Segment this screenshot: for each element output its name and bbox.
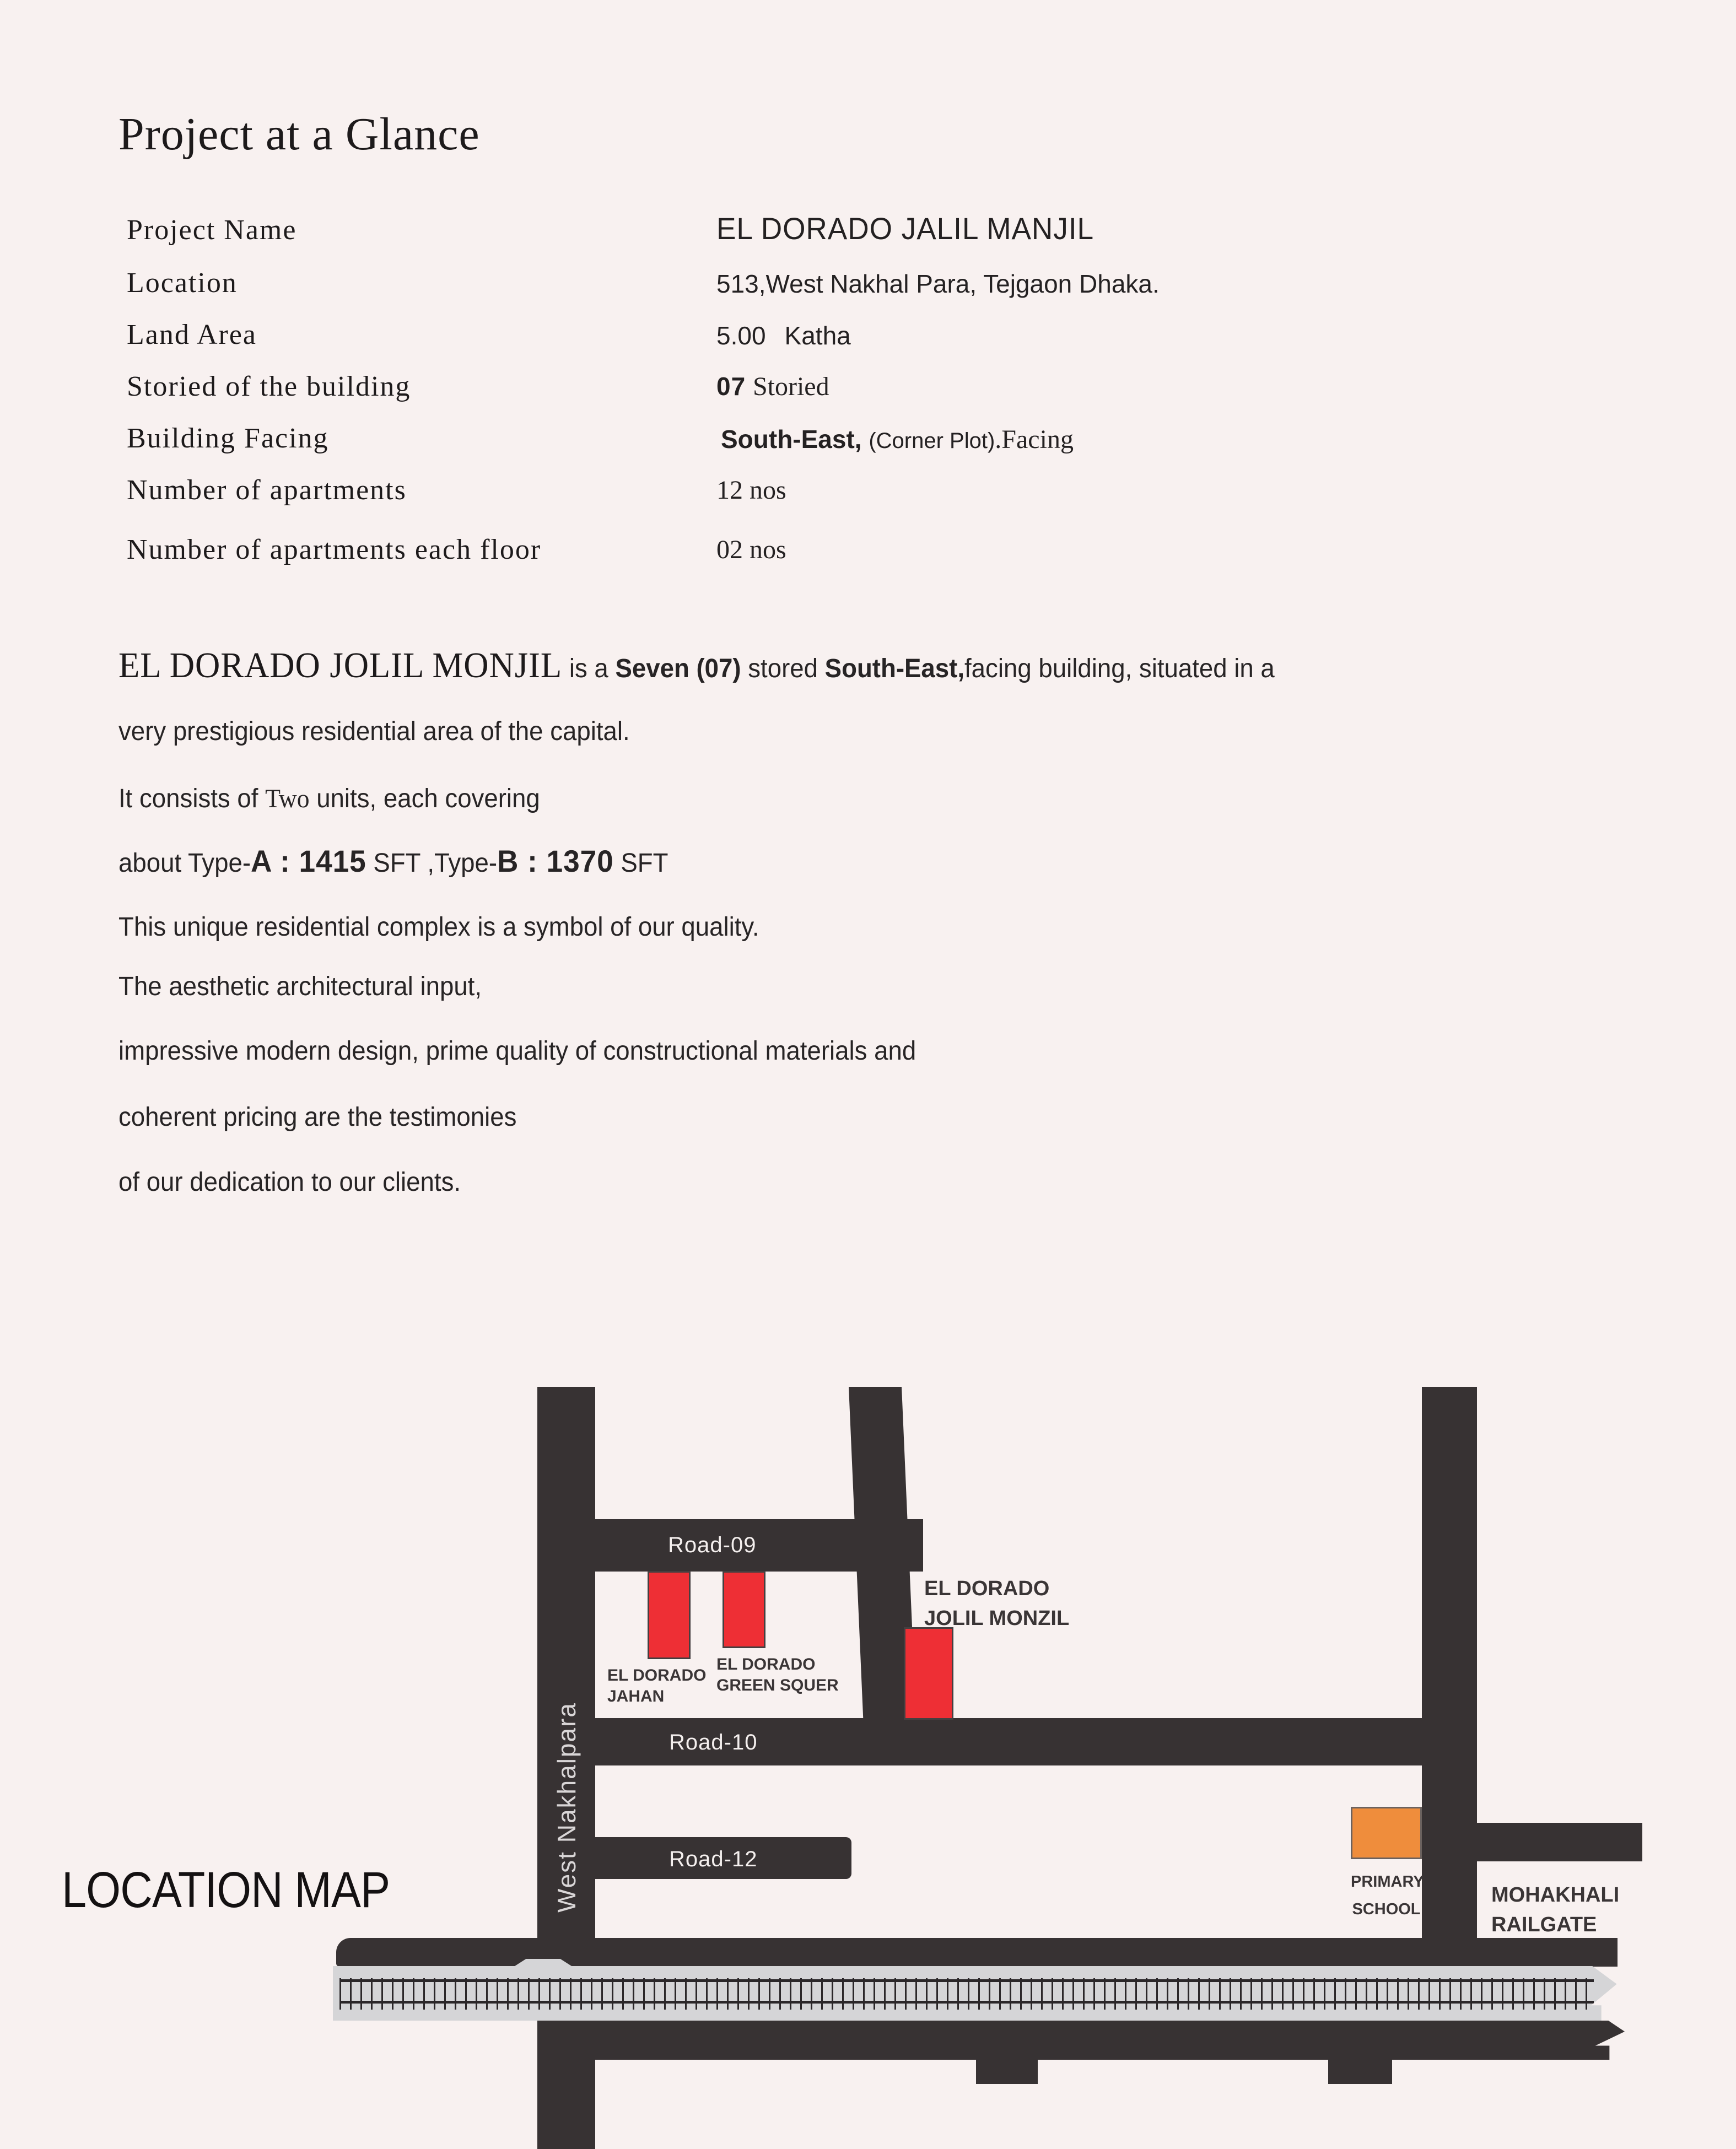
about-line-9: of our dedication to our clients.: [118, 1168, 461, 1197]
detail-value-facing: [721, 424, 1074, 455]
building-primary-school: [1351, 1807, 1422, 1859]
land-area-unit: Katha: [784, 321, 851, 350]
detail-value-land-area: [716, 321, 851, 350]
about-project-name: EL DORADO JOLIL MONJIL: [118, 645, 563, 685]
detail-label-apartments-floor: Number of apartments each floor: [127, 534, 542, 565]
about-line4-b: Type-: [187, 849, 251, 878]
facing-direction: South-East,: [721, 425, 862, 453]
building-el-dorado-green-squer: [723, 1571, 765, 1648]
mohakhali-railgate-label: [1491, 1880, 1619, 1940]
jolil-monzil-label: [924, 1574, 1069, 1633]
page-title: Project at a Glance: [118, 109, 480, 160]
about-line1-e: facing building, situated in a: [964, 654, 1275, 683]
primary-school-label: [1351, 1868, 1422, 1923]
about-line4-a: about: [118, 849, 182, 878]
mohakhali-label-line1: MOHAKHALI: [1491, 1883, 1620, 1907]
railway-ties: [339, 1978, 1591, 2010]
railway-rail-bottom: [339, 2001, 1594, 2004]
about-line1-d: South-East,: [824, 654, 965, 683]
road-09-label: Road-09: [668, 1533, 757, 1557]
about-line-4: [118, 843, 668, 879]
railway-rail-top: [339, 1979, 1594, 1982]
about-line-7: impressive modern design, prime quality of constructional materials and: [118, 1036, 916, 1066]
detail-label-apartments: Number of apartments: [127, 474, 407, 506]
road-stub-bottom-2: [1328, 2059, 1392, 2084]
jahan-label-line2: JAHAN: [607, 1687, 665, 1705]
road-mohakhali-stub: [1455, 1823, 1642, 1861]
building-el-dorado-jahan: [648, 1571, 691, 1659]
jahan-label: [607, 1665, 706, 1707]
building-el-dorado-jolil-monzil: [904, 1627, 953, 1720]
about-line1-a: is a: [569, 654, 608, 683]
about-type-a-size: A : 1415: [251, 844, 366, 878]
main-road-lower: [537, 2021, 1626, 2060]
detail-value-apartments: 12 nos: [716, 476, 786, 505]
street-label-wrap: [537, 1697, 595, 1918]
green-squer-label-line1: EL DORADO: [716, 1655, 816, 1673]
detail-label-land-area: Land Area: [127, 319, 257, 350]
road-school-vertical: [1422, 1387, 1477, 1963]
about-line-2: very prestigious residential area of the capital.: [118, 717, 630, 746]
detail-label-facing: Building Facing: [127, 423, 329, 454]
facing-word: .Facing: [995, 425, 1074, 454]
railway-track: [333, 1966, 1618, 2021]
mohakhali-label-line2: RAILGATE: [1491, 1913, 1597, 1936]
primary-school-label-line2: SCHOOL: [1352, 1900, 1421, 1918]
about-line1-b: Seven (07): [615, 654, 741, 683]
about-line4-f: SFT: [621, 849, 668, 878]
land-area-number: 5.00: [716, 321, 766, 350]
jahan-label-line1: EL DORADO: [607, 1666, 707, 1684]
detail-value-project-name: [716, 210, 1114, 246]
green-squer-label-line2: GREEN SQUER: [716, 1676, 839, 1694]
project-name-value: EL DORADO JALIL MANJIL: [716, 211, 1095, 246]
detail-value-location: 513,West Nakhal Para, Tejgaon Dhaka.: [716, 269, 1160, 298]
detail-label-storied: Storied of the building: [127, 371, 411, 402]
storied-number: 07: [716, 372, 746, 401]
about-line-1: [118, 645, 1275, 687]
about-line-3: [118, 784, 540, 814]
road-12-label: Road-12: [669, 1847, 758, 1871]
about-line1-c: stored: [748, 654, 818, 683]
storied-word: Storied: [752, 372, 829, 401]
about-line3-c: units, each covering: [316, 784, 540, 813]
detail-label-location: Location: [127, 267, 238, 299]
about-type-b-size: B : 1370: [497, 844, 614, 878]
road-10-label: Road-10: [669, 1730, 758, 1754]
about-line-6: The aesthetic architectural input,: [118, 972, 482, 1001]
primary-school-label-line1: PRIMARY: [1351, 1873, 1424, 1891]
detail-label-project-name: Project Name: [127, 214, 297, 246]
about-line-5: This unique residential complex is a symbol of our quality.: [118, 912, 759, 942]
road-stub-bottom-1: [976, 2059, 1038, 2084]
west-nakhalpara-label: West Nakhalpara: [552, 1702, 581, 1913]
about-line3-a: It consists of: [118, 784, 258, 813]
about-line3-b: Two: [265, 784, 310, 813]
detail-value-apartments-floor: 02 nos: [716, 535, 786, 564]
facing-corner-plot: (Corner Plot): [869, 429, 995, 453]
about-line4-d: SFT ,Type-: [373, 849, 498, 878]
jolil-monzil-label-line2: JOLIL MONZIL: [924, 1607, 1070, 1630]
jolil-monzil-label-line1: EL DORADO: [924, 1577, 1050, 1600]
detail-value-storied: [716, 371, 829, 402]
location-map-title: LOCATION MAP: [62, 1862, 390, 1918]
green-squer-label: [716, 1654, 839, 1696]
about-line-8: coherent pricing are the testimonies: [118, 1103, 517, 1132]
